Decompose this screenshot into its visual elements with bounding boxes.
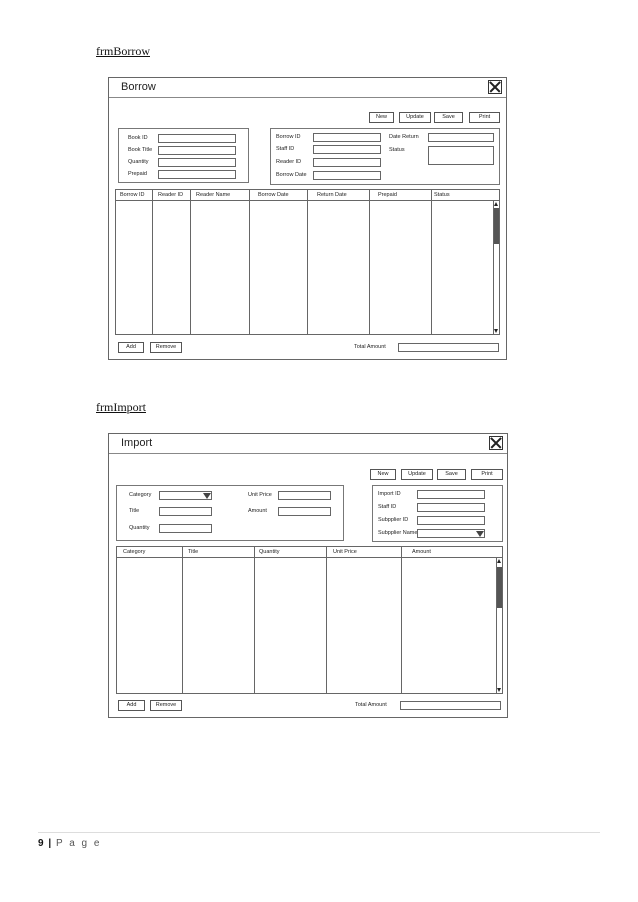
unit-price-input[interactable] bbox=[278, 491, 331, 500]
vertical-scrollbar[interactable] bbox=[496, 558, 502, 693]
amount-label: Amount bbox=[248, 508, 267, 514]
column-header[interactable]: Borrow ID bbox=[120, 192, 145, 198]
book-title-label: Book Title bbox=[128, 147, 153, 153]
scroll-up-icon[interactable] bbox=[497, 559, 501, 563]
book-title-input[interactable] bbox=[158, 146, 236, 155]
borrow-date-label: Borrow Date bbox=[276, 172, 307, 178]
print-button[interactable]: Print bbox=[471, 469, 503, 480]
borrow-section-heading: frmBorrow bbox=[96, 44, 150, 58]
total-amount-input[interactable] bbox=[398, 343, 499, 352]
category-label: Category bbox=[129, 492, 152, 498]
item-info-group bbox=[116, 485, 344, 541]
column-divider bbox=[182, 547, 183, 693]
new-button[interactable]: New bbox=[370, 469, 396, 480]
close-icon[interactable] bbox=[489, 436, 503, 450]
title-label: Title bbox=[129, 508, 140, 514]
total-amount-label: Total Amount bbox=[355, 702, 387, 708]
borrow-grid bbox=[115, 189, 500, 335]
quantity-label: Quantity bbox=[129, 525, 150, 531]
update-button[interactable]: Update bbox=[399, 112, 431, 123]
borrow-date-input[interactable] bbox=[313, 171, 381, 180]
category-combo[interactable] bbox=[159, 491, 212, 500]
borrow-window bbox=[108, 77, 507, 360]
import-section-heading: frmImport bbox=[96, 400, 146, 414]
column-header[interactable]: Status bbox=[434, 192, 450, 198]
borrow-window-title: Borrow bbox=[121, 81, 156, 93]
book-id-label: Book ID bbox=[128, 135, 148, 141]
book-id-input[interactable] bbox=[158, 134, 236, 143]
column-header[interactable]: Quantity bbox=[259, 549, 280, 555]
supplier-id-input[interactable] bbox=[417, 516, 485, 525]
column-divider bbox=[401, 547, 402, 693]
column-header[interactable]: Category bbox=[123, 549, 146, 555]
vertical-scrollbar[interactable] bbox=[493, 201, 499, 334]
reader-id-input[interactable] bbox=[313, 158, 381, 167]
scroll-down-icon[interactable] bbox=[497, 688, 501, 692]
import-window bbox=[108, 433, 508, 718]
column-divider bbox=[249, 190, 250, 334]
new-button[interactable]: New bbox=[369, 112, 394, 123]
import-title-bar bbox=[109, 434, 507, 454]
amount-input[interactable] bbox=[278, 507, 331, 516]
column-header[interactable]: Return Date bbox=[317, 192, 347, 198]
unit-price-label: Unit Price bbox=[248, 492, 272, 498]
status-label: Status bbox=[389, 147, 405, 153]
column-header[interactable]: Title bbox=[188, 549, 199, 555]
scroll-thumb[interactable] bbox=[494, 208, 499, 244]
remove-button[interactable]: Remove bbox=[150, 342, 182, 353]
staff-id-input[interactable] bbox=[313, 145, 381, 154]
column-header[interactable]: Reader ID bbox=[158, 192, 184, 198]
prepaid-label: Prepaid bbox=[128, 171, 147, 177]
footer-separator: | bbox=[48, 838, 52, 849]
page-number: 9 bbox=[38, 838, 44, 849]
staff-id-input[interactable] bbox=[417, 503, 485, 512]
supplier-name-combo[interactable] bbox=[417, 529, 485, 538]
total-amount-input[interactable] bbox=[400, 701, 501, 710]
update-button[interactable]: Update bbox=[401, 469, 433, 480]
column-divider bbox=[152, 190, 153, 334]
import-grid-header bbox=[117, 547, 502, 558]
date-return-label: Date Return bbox=[389, 134, 419, 140]
add-button[interactable]: Add bbox=[118, 700, 145, 711]
date-return-input[interactable] bbox=[428, 133, 494, 142]
column-header[interactable]: Reader Name bbox=[196, 192, 231, 198]
borrow-title-bar bbox=[109, 78, 506, 98]
quantity-input[interactable] bbox=[158, 158, 236, 167]
column-divider bbox=[326, 547, 327, 693]
column-header[interactable]: Prepaid bbox=[378, 192, 397, 198]
column-header[interactable]: Borrow Date bbox=[258, 192, 289, 198]
book-info-group bbox=[118, 128, 249, 183]
remove-button[interactable]: Remove bbox=[150, 700, 182, 711]
quantity-input[interactable] bbox=[159, 524, 212, 533]
scroll-down-icon[interactable] bbox=[494, 329, 498, 333]
status-input[interactable] bbox=[428, 146, 494, 165]
quantity-label: Quantity bbox=[128, 159, 149, 165]
column-divider bbox=[369, 190, 370, 334]
column-divider bbox=[431, 190, 432, 334]
column-divider bbox=[254, 547, 255, 693]
scroll-up-icon[interactable] bbox=[494, 202, 498, 206]
page-footer bbox=[38, 838, 101, 849]
scroll-thumb[interactable] bbox=[497, 567, 502, 608]
save-button[interactable]: Save bbox=[437, 469, 466, 480]
import-grid bbox=[116, 546, 503, 694]
column-divider bbox=[190, 190, 191, 334]
borrow-info-group bbox=[270, 128, 500, 185]
save-button[interactable]: Save bbox=[434, 112, 463, 123]
column-divider bbox=[307, 190, 308, 334]
staff-id-label: Staff ID bbox=[378, 504, 397, 510]
print-button[interactable]: Print bbox=[469, 112, 500, 123]
supplier-name-label: Subpplier Name bbox=[378, 530, 418, 536]
title-input[interactable] bbox=[159, 507, 212, 516]
import-id-label: Import ID bbox=[378, 491, 401, 497]
column-header[interactable]: Unit Price bbox=[333, 549, 357, 555]
supplier-id-label: Subpplier ID bbox=[378, 517, 409, 523]
borrow-id-input[interactable] bbox=[313, 133, 381, 142]
chevron-down-icon[interactable] bbox=[203, 493, 211, 499]
import-id-input[interactable] bbox=[417, 490, 485, 499]
chevron-down-icon[interactable] bbox=[476, 531, 484, 537]
staff-id-label: Staff ID bbox=[276, 146, 295, 152]
import-info-group bbox=[372, 485, 503, 542]
prepaid-input[interactable] bbox=[158, 170, 236, 179]
reader-id-label: Reader ID bbox=[276, 159, 302, 165]
import-window-title: Import bbox=[121, 437, 153, 449]
footer-divider bbox=[38, 832, 600, 833]
total-amount-label: Total Amount bbox=[354, 344, 386, 350]
add-button[interactable]: Add bbox=[118, 342, 144, 353]
page-word: P a g e bbox=[55, 838, 102, 849]
column-header[interactable]: Amount bbox=[412, 549, 431, 555]
borrow-id-label: Borrow ID bbox=[276, 134, 301, 140]
close-icon[interactable] bbox=[488, 80, 502, 94]
